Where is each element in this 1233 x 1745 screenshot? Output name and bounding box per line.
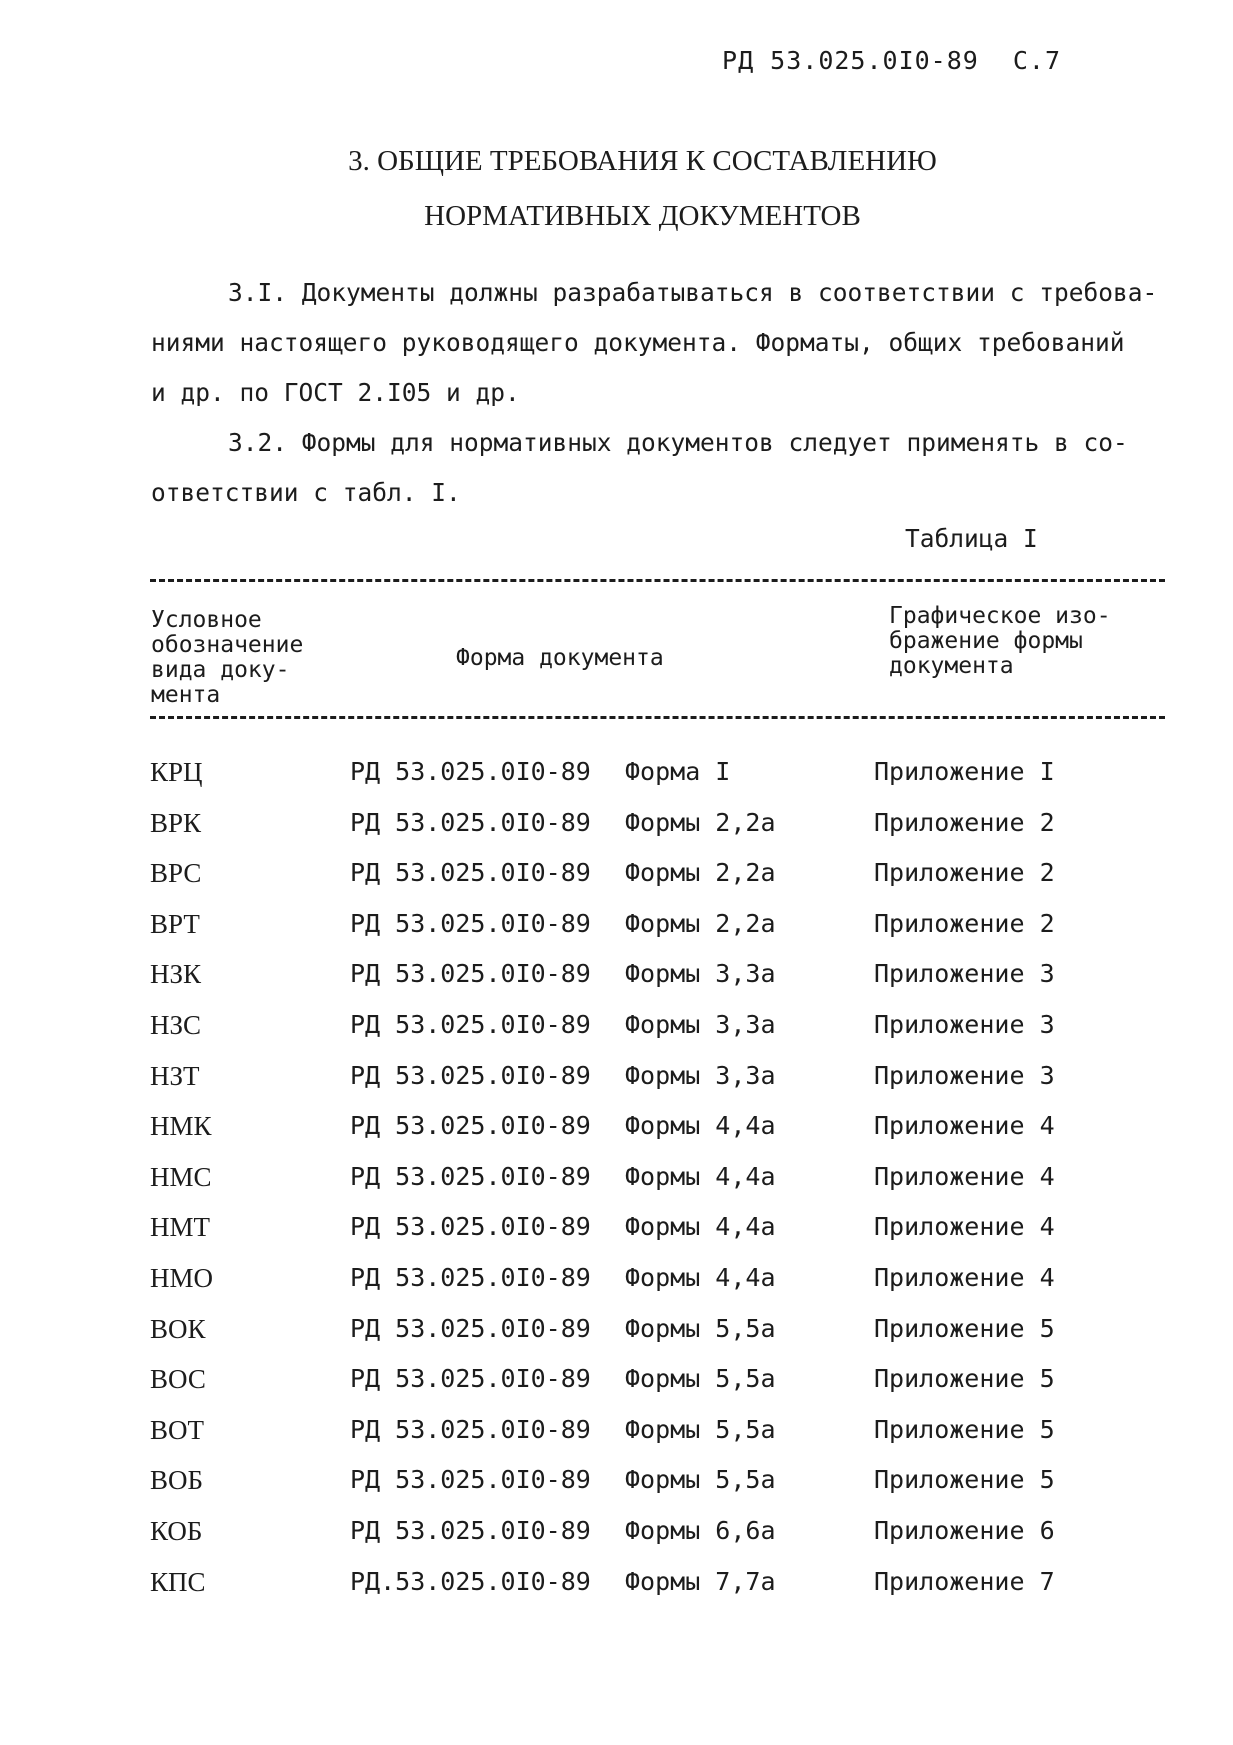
cell-code: ВОБ <box>150 1465 204 1496</box>
cell-form: Формы 3,3а <box>625 959 776 989</box>
cell-code: ВОТ <box>150 1414 204 1445</box>
cell-appendix: Приложение 2 <box>874 807 1055 837</box>
table-caption: Таблица I <box>905 524 1038 553</box>
cell-appendix: Приложение 4 <box>874 1161 1055 1191</box>
cell-appendix: Приложение 4 <box>874 1111 1055 1141</box>
cell-document: РД 53.025.0I0-89 <box>350 1414 591 1444</box>
cell-appendix: Приложение 2 <box>874 858 1055 888</box>
cell-document: РД 53.025.0I0-89 <box>350 1060 591 1090</box>
cell-code: НЗК <box>150 959 202 990</box>
table-row <box>0 1000 1233 1051</box>
cell-form: Формы 2,2а <box>625 807 776 837</box>
section-title-line-1: 3. ОБЩИЕ ТРЕБОВАНИЯ К СОСТАВЛЕНИЮ <box>348 145 937 177</box>
table-row <box>0 1405 1233 1456</box>
cell-appendix: Приложение 4 <box>874 1212 1055 1242</box>
cell-code: ВОС <box>150 1364 206 1395</box>
cell-document: РД 53.025.0I0-89 <box>350 757 591 786</box>
paragraph-line: и др. по ГОСТ 2.I05 и др. <box>151 378 520 407</box>
cell-form: Формы 7,7а <box>625 1566 776 1596</box>
table-row <box>0 1051 1233 1102</box>
cell-form: Формы 4,4а <box>625 1262 776 1292</box>
paragraph-3-1 <box>151 268 1181 418</box>
table-row <box>0 848 1233 899</box>
cell-document: РД 53.025.0I0-89 <box>350 1161 591 1191</box>
cell-form: Формы 5,5а <box>625 1364 776 1394</box>
cell-appendix: Приложение 7 <box>874 1566 1055 1596</box>
cell-form: Формы 3,3а <box>625 1009 776 1039</box>
cell-document: РД 53.025.0I0-89 <box>350 858 591 888</box>
cell-document: РД 53.025.0I0-89 <box>350 1364 591 1394</box>
cell-document: РД 53.025.0I0-89 <box>350 1465 591 1495</box>
table-body <box>0 747 1233 1607</box>
cell-appendix: Приложение 3 <box>874 1009 1055 1039</box>
cell-document: РД 53.025.0I0-89 <box>350 807 591 837</box>
table-row <box>0 949 1233 1000</box>
cell-document: РД 53.025.0I0-89 <box>350 1009 591 1039</box>
cell-document: РД 53.025.0I0-89 <box>350 1111 591 1141</box>
cell-code: ВРС <box>150 858 202 889</box>
table-row <box>0 1253 1233 1304</box>
section-title <box>0 134 1233 244</box>
paragraph-line: ответствии с табл. I. <box>151 478 461 507</box>
table-row <box>0 899 1233 950</box>
cell-form: Формы 5,5а <box>625 1414 776 1444</box>
table-row <box>0 1152 1233 1203</box>
column-header-code: Условное обозначение вида доку- мента <box>151 607 304 708</box>
cell-code: НМТ <box>150 1212 210 1243</box>
table-row <box>0 1101 1233 1152</box>
table-row <box>0 1506 1233 1557</box>
cell-document: РД 53.025.0I0-89 <box>350 959 591 989</box>
table-row <box>0 798 1233 849</box>
cell-code: ВРТ <box>150 908 200 939</box>
cell-appendix: Приложение 4 <box>874 1262 1055 1292</box>
cell-document: РД 53.025.0I0-89 <box>350 1515 591 1545</box>
cell-form: Форма I <box>625 757 731 786</box>
cell-form: Формы 4,4а <box>625 1212 776 1242</box>
cell-form: Формы 2,2а <box>625 908 776 938</box>
cell-code: НЗТ <box>150 1060 200 1091</box>
table-row <box>0 747 1233 798</box>
page-number: С.7 <box>1012 46 1061 75</box>
table-top-rule <box>150 579 1165 582</box>
page-header <box>722 46 1061 75</box>
cell-code: ВОК <box>150 1313 206 1344</box>
cell-form: Формы 5,5а <box>625 1465 776 1495</box>
cell-appendix: Приложение 5 <box>874 1465 1055 1495</box>
table-row <box>0 1202 1233 1253</box>
cell-form: Формы 4,4а <box>625 1111 776 1141</box>
cell-form: Формы 3,3а <box>625 1060 776 1090</box>
column-header-graphic: Графическое изо- бражение формы документа <box>889 603 1111 679</box>
cell-document: РД 53.025.0I0-89 <box>350 1313 591 1343</box>
cell-appendix: Приложение 2 <box>874 908 1055 938</box>
cell-code: НМК <box>150 1111 212 1142</box>
paragraph-line: ниями настоящего руководящего документа. Форматы, общих требований <box>151 328 1125 357</box>
cell-form: Формы 4,4а <box>625 1161 776 1191</box>
cell-code: НЗС <box>150 1009 202 1040</box>
paragraph-line: 3.2. Формы для нормативных документов следует применять в со- <box>228 428 1128 457</box>
cell-document: РД.53.025.0I0-89 <box>350 1566 591 1596</box>
cell-appendix: Приложение 5 <box>874 1364 1055 1394</box>
cell-document: РД 53.025.0I0-89 <box>350 1262 591 1292</box>
cell-code: ВРК <box>150 807 202 838</box>
paragraph-3-2 <box>151 418 1181 518</box>
document-code: РД 53.025.0I0-89 <box>722 46 979 75</box>
table-header-rule <box>150 716 1165 719</box>
cell-form: Формы 2,2а <box>625 858 776 888</box>
cell-document: РД 53.025.0I0-89 <box>350 1212 591 1242</box>
cell-code: НМС <box>150 1161 212 1192</box>
cell-code: КОБ <box>150 1515 203 1546</box>
cell-appendix: Приложение 3 <box>874 959 1055 989</box>
cell-code: КПС <box>150 1566 206 1597</box>
table-row <box>0 1304 1233 1355</box>
cell-appendix: Приложение 6 <box>874 1515 1055 1545</box>
cell-code: КРЦ <box>150 757 203 787</box>
cell-appendix: Приложение I <box>874 757 1055 786</box>
cell-appendix: Приложение 5 <box>874 1313 1055 1343</box>
cell-appendix: Приложение 5 <box>874 1414 1055 1444</box>
cell-code: НМО <box>150 1262 214 1293</box>
table-row <box>0 1557 1233 1608</box>
cell-form: Формы 6,6а <box>625 1515 776 1545</box>
cell-document: РД 53.025.0I0-89 <box>350 908 591 938</box>
cell-appendix: Приложение 3 <box>874 1060 1055 1090</box>
column-header-form: Форма документа <box>456 645 664 671</box>
cell-form: Формы 5,5а <box>625 1313 776 1343</box>
table-row <box>0 1455 1233 1506</box>
table-row <box>0 1354 1233 1405</box>
section-title-line-2: НОРМАТИВНЫХ ДОКУМЕНТОВ <box>424 200 861 232</box>
paragraph-line: 3.I. Документы должны разрабатываться в соответствии с требова- <box>228 278 1158 307</box>
